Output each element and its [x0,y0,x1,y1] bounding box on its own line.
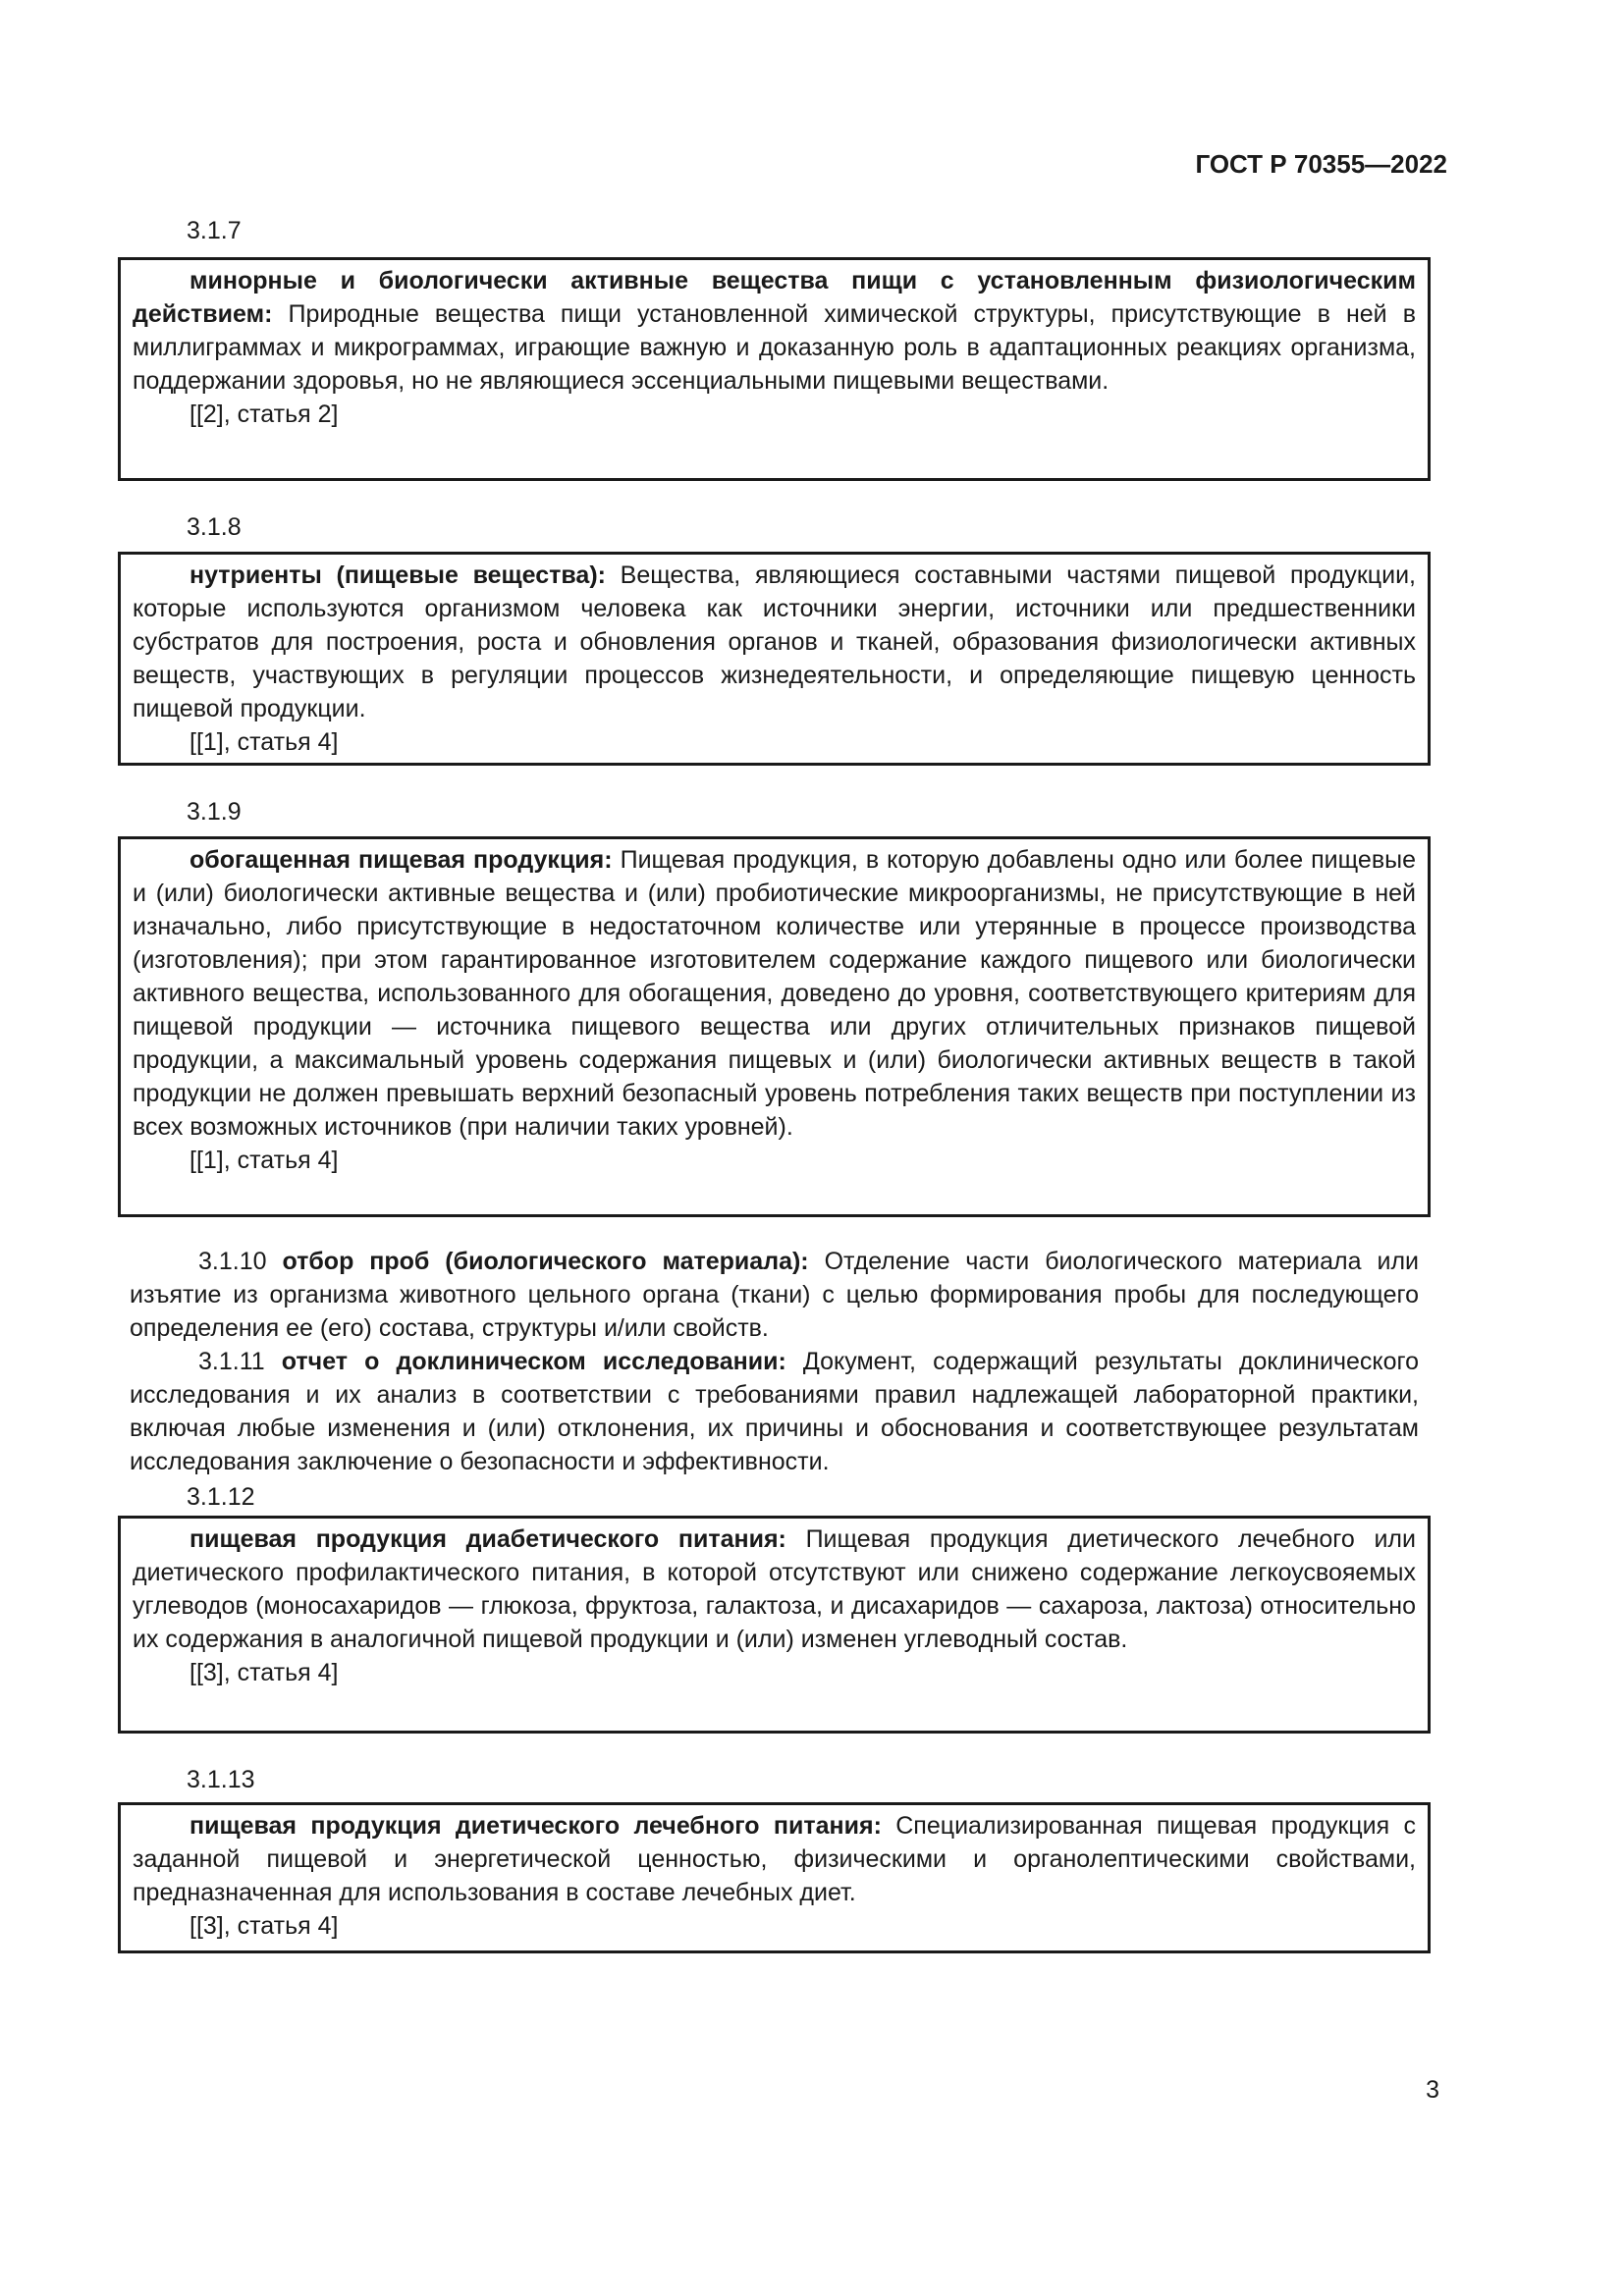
term-number: 3.1.8 [187,513,242,541]
term-entry [130,1345,1419,1478]
term-source: [[1], статья 4] [189,728,339,756]
free-terms [118,1245,1431,1478]
term-number: 3.1.10 [198,1248,267,1275]
page-number: 3 [1426,2076,1439,2104]
term-definition: Пищевая продукция диетического лечебного или диетического профилактического питания, в которой отсутствуют или снижено содержание легкоусвояемых углеводов (моносахаридов — глюкоза, фруктоза, галактоза, и дисахаридов — сахароза, лактоза) относительно их содержания в аналогичной пищевой продукции и (или) изменен углеводный состав. [133,1525,1416,1653]
term-title: нутриенты (пищевые вещества): [189,561,606,589]
term-entry [133,264,1416,398]
term-source: [[3], статья 4] [189,1659,339,1686]
term-box [118,552,1431,766]
term-number: 3.1.13 [187,1766,255,1793]
term-entry [133,1522,1416,1656]
document-id: ГОСТ Р 70355—2022 [1195,149,1447,179]
term-entry [133,843,1416,1144]
term-number: 3.1.9 [187,798,242,826]
term-title: пищевая продукция диабетического питания: [189,1525,786,1553]
term-source: [[3], статья 4] [189,1912,339,1940]
term-box [118,1802,1431,1953]
term-source: [[2], статья 2] [189,400,339,428]
term-title: отбор проб (биологического материала): [282,1248,809,1275]
term-definition: Вещества, являющиеся составными частями пищевой продукции, которые используются организмом человека как источники энергии, источники или предшественники субстратов для построения, роста и обновления органов и тканей, образования физиологически активных веществ, участвующих в регуляции процессов жизнедеятельности, и определяющие пищевую ценность пищевой продукции. [133,561,1416,722]
term-entry [133,1809,1416,1909]
term-title: пищевая продукция диетического лечебного питания: [189,1812,882,1840]
term-entry [133,559,1416,725]
term-title: отчет о доклиническом исследовании: [281,1348,786,1375]
term-title: минорные и биологически активные вещества пищи с установленным физиологическим действием: [133,267,1416,328]
term-title: обогащенная пищевая продукция: [189,846,613,874]
term-number: 3.1.11 [198,1348,265,1375]
term-entry [130,1245,1419,1345]
term-box [118,836,1431,1217]
term-source: [[1], статья 4] [189,1147,339,1174]
term-box [118,257,1431,481]
term-box [118,1516,1431,1734]
term-definition: Пищевая продукция, в которую добавлены одно или более пищевые и (или) биологически активные вещества и (или) пробиотические микроорганизмы, не присутствующие в ней изначально, либо присутствующие в недостаточном количестве или утерянные в процессе производства (изготовления); при этом гарантированное изготовителем содержание каждого пищевого или биологически активного вещества, использованного для обогащения, доведено до уровня, соответствующего критериям для пищевой продукции — источника пищевого вещества или других отличительных признаков пищевой продукции, а максимальный уровень содержания пищевых и (или) биологически активных веществ в такой продукции не должен превышать верхний безопасный уровень потребления таких веществ при поступлении из всех возможных источников (при наличии таких уровней). [133,846,1416,1141]
term-number: 3.1.7 [187,217,242,244]
term-number: 3.1.12 [187,1483,255,1511]
term-definition: Отделение части биологического материала или изъятие из организма животного цельного органа (ткани) с целью формирования пробы для последующего определения ее (его) состава, структуры и/или свойств. [130,1248,1419,1342]
term-definition: Специализированная пищевая продукция с заданной пищевой и энергетической ценностью, физическими и органолептическими свойствами, предназначенная для использования в составе лечебных диет. [133,1812,1416,1906]
term-definition: Природные вещества пищи установленной химической структуры, присутствующие в ней в миллиграммах и микрограммах, играющие важную и доказанную роль в адаптационных реакциях организма, поддержании здоровья, но не являющиеся эссенциальными пищевыми веществами. [133,300,1416,395]
term-definition: Документ, содержащий результаты доклинического исследования и их анализ в соответствии с требованиями правил надлежащей лабораторной практики, включая любые изменения и (или) отклонения, их причины и обоснования и соответствующее результатам исследования заключение о безопасности и эффективности. [130,1348,1420,1475]
